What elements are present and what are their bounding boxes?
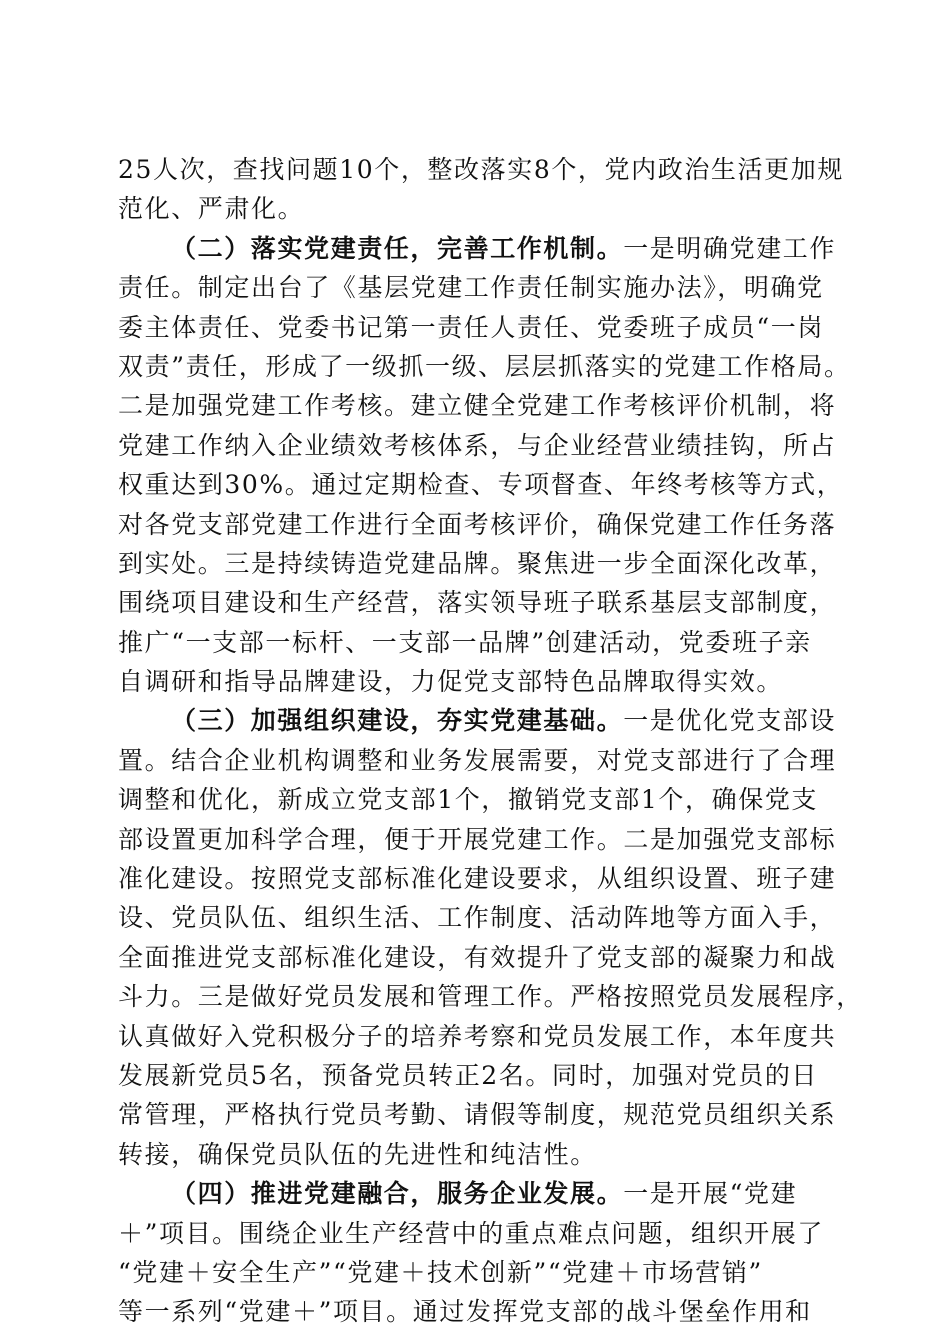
paragraph-line [118, 347, 851, 386]
paragraph-line [118, 150, 844, 189]
paragraph-line [118, 898, 837, 937]
line-text: 等一系列“党建＋”项目。通过发挥党支部的战斗堡垒作用和 [118, 1297, 812, 1327]
line-text: 转接，确保党员队伍的先进性和纯洁性。 [118, 1139, 597, 1169]
paragraph-line [118, 189, 830, 228]
line-text: 一是开展“党建 [623, 1179, 798, 1209]
paragraph-line [118, 386, 837, 425]
paragraph-line [118, 268, 830, 307]
paragraph-line [118, 859, 837, 898]
line-text: 准化建设。按照党支部标准化建设要求，从组织设置、班子建 [118, 864, 837, 894]
line-text: 调整和优化，新成立党支部1个，撤销党支部1个，确保党支 [118, 785, 819, 815]
line-text: 置。结合企业机构调整和业务发展需要，对党支部进行了合理 [118, 745, 837, 775]
paragraph-line [118, 1135, 830, 1174]
document-body [118, 150, 863, 1332]
paragraph-line [118, 977, 863, 1016]
line-text: 到实处。三是持续铸造党建品牌。聚焦进一步全面深化改革， [118, 548, 837, 578]
paragraph-line [118, 308, 830, 347]
line-text: 常管理，严格执行党员考勤、请假等制度，规范党员组织关系 [118, 1100, 837, 1130]
line-text: 范化、严肃化。 [118, 194, 305, 224]
paragraph-line [118, 1056, 830, 1095]
line-text: 25人次，查找问题10个，整改落实8个，党内政治生活更加规 [118, 155, 844, 184]
paragraph-line [118, 1214, 830, 1253]
section-heading: （三）加强组织建设，夯实党建基础。 [171, 706, 624, 736]
paragraph-line [118, 1017, 837, 1056]
line-text: 权重达到30%。通过定期检查、专项督查、年终考核等方式， [118, 470, 844, 500]
line-text: 责任。制定出台了《基层党建工作责任制实施办法》，明确党 [118, 273, 824, 303]
line-text: 二是加强党建工作考核。建立健全党建工作考核评价机制，将 [118, 391, 837, 421]
line-text: 党建工作纳入企业绩效考核体系，与企业经营业绩挂钩，所占 [118, 430, 837, 460]
line-text: 围绕项目建设和生产经营，落实领导班子联系基层支部制度， [118, 588, 837, 618]
line-text: 全面推进党支部标准化建设，有效提升了党支部的凝聚力和战 [118, 942, 837, 972]
paragraph-line [118, 1253, 830, 1292]
line-text: 斗力。三是做好党员发展和管理工作。严格按照党员发展程序， [118, 982, 863, 1012]
paragraph-line [118, 583, 837, 622]
paragraph-line [118, 820, 837, 859]
line-text: 部设置更加科学合理，便于开展党建工作。二是加强党支部标 [118, 824, 837, 854]
section-heading-line [118, 1174, 830, 1213]
line-text: 自调研和指导品牌建设，力促党支部特色品牌取得实效。 [118, 667, 784, 697]
paragraph-line [118, 465, 844, 504]
line-text: 设、党员队伍、组织生活、工作制度、活动阵地等方面入手， [118, 903, 837, 933]
paragraph-line [118, 1292, 830, 1331]
line-text: 一是明确党建工作 [623, 233, 837, 263]
line-text: “党建＋安全生产”“党建＋技术创新”“党建＋市场营销” [118, 1257, 763, 1287]
line-text: 认真做好入党积极分子的培养考察和党员发展工作，本年度共 [118, 1021, 837, 1051]
line-text: 对各党支部党建工作进行全面考核评价，确保党建工作任务落 [118, 509, 837, 539]
paragraph-line [118, 741, 837, 780]
paragraph-line [118, 1095, 837, 1134]
section-heading: （四）推进党建融合，服务企业发展。 [171, 1179, 624, 1209]
line-text: 发展新党员5名，预备党员转正2名。同时，加强对党员的日 [118, 1060, 819, 1090]
line-text: 双责”责任，形成了一级抓一级、层层抓落实的党建工作格局。 [118, 351, 851, 381]
line-text: 一是优化党支部设 [623, 706, 837, 736]
paragraph-line [118, 662, 830, 701]
line-text: 推广“一支部一标杆、一支部一品牌”创建活动，党委班子亲 [118, 627, 812, 657]
section-heading-line [118, 701, 837, 740]
paragraph-line [118, 623, 830, 662]
paragraph-line [118, 544, 837, 583]
paragraph-line [118, 938, 837, 977]
section-heading: （二）落实党建责任，完善工作机制。 [171, 233, 624, 263]
paragraph-line [118, 780, 830, 819]
line-text: 委主体责任、党委书记第一责任人责任、党委班子成员“一岗 [118, 312, 824, 342]
paragraph-line [118, 426, 837, 465]
paragraph-line [118, 505, 837, 544]
line-text: ＋”项目。围绕企业生产经营中的重点难点问题，组织开展了 [118, 1218, 824, 1248]
section-heading-line [118, 229, 837, 268]
